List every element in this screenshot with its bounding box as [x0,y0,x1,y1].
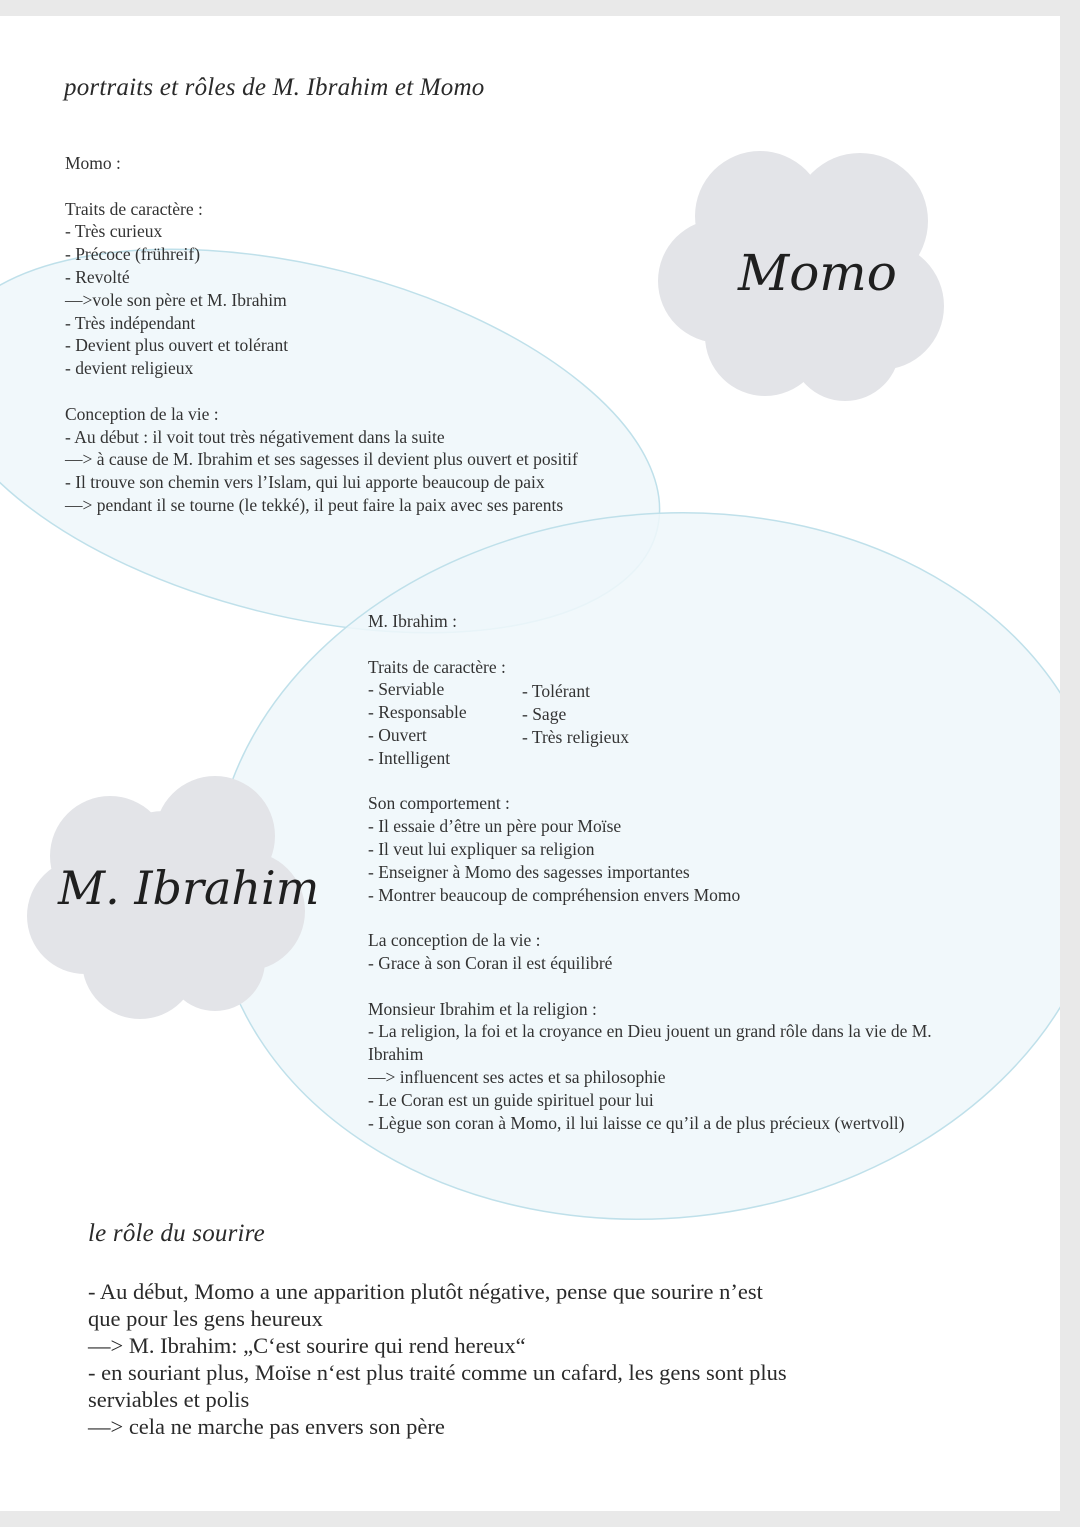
list-item: serviables et polis [88,1387,250,1412]
page-title: portraits et rôles de M. Ibrahim et Momo [64,74,484,102]
list-item: - Il veut lui expliquer sa religion [368,838,595,859]
list-item: - Revolté [65,266,130,287]
page [0,16,1060,1511]
list-item: - devient religieux [65,358,194,379]
list-item: Ibrahim [368,1044,424,1065]
list-item: - Il essaie d’être un père pour Moïse [368,816,622,837]
momo-cloud-label: Momo [738,244,897,302]
smile-title: le rôle du sourire [88,1220,265,1248]
list-item: - Grace à son Coran il est équilibré [368,952,613,973]
list-item: - Intelligent [368,747,451,768]
list-item: que pour les gens heureux [88,1306,323,1331]
ibrahim-section [368,610,932,1134]
ibrahim-traits-title: Traits de caractère : [368,656,506,677]
list-item: - Il trouve son chemin vers l’Islam, qui lui apporte beaucoup de paix [65,472,545,493]
momo-traits-title: Traits de caractère : [65,198,203,219]
ibrahim-conception-title: La conception de la vie : [368,930,541,951]
momo-name: Momo : [65,153,121,173]
momo-section [65,152,578,517]
list-item: - Responsable [368,702,467,723]
list-item: - Précoce (frühreif) [65,244,201,265]
list-item: - Au début : il voit tout très négativement dans la suite [65,426,445,447]
list-item: —> cela ne marche pas envers son père [88,1414,445,1439]
list-item: - Lègue son coran à Momo, il lui laisse ce qu’il a de plus précieux (wertvoll) [368,1112,905,1133]
ibrahim-cloud-label: M. Ibrahim [58,861,320,915]
smile-section [88,1278,787,1440]
list-item: - Au début, Momo a une apparition plutôt négative, pense que sourire n’est [88,1279,763,1304]
list-item: - Enseigner à Momo des sagesses importantes [368,861,690,882]
momo-conception-title: Conception de la vie : [65,403,219,424]
list-item: - Serviable [368,679,445,700]
list-item: - Très indépendant [65,312,196,333]
list-item: - Sage [522,704,567,725]
list-item: - en souriant plus, Moïse n‘est plus traité comme un cafard, les gens sont plus [88,1360,787,1385]
list-item: - Le Coran est un guide spirituel pour lui [368,1089,654,1110]
list-item: - Devient plus ouvert et tolérant [65,335,289,356]
list-item: —> à cause de M. Ibrahim et ses sagesses il devient plus ouvert et positif [65,449,578,470]
ibrahim-traits [368,678,932,769]
list-item: - La religion, la foi et la croyance en Dieu jouent un grand rôle dans la vie de M. [368,1021,932,1042]
ibrahim-name: M. Ibrahim : [368,611,457,631]
list-item: - Très curieux [65,221,163,242]
ibrahim-traits-left [368,678,467,769]
list-item: —> pendant il se tourne (le tekké), il peut faire la paix avec ses parents [65,494,564,515]
ibrahim-traits-right [522,680,629,748]
list-item: - Très religieux [522,726,629,747]
list-item: —> M. Ibrahim: „C‘est sourire qui rend hereux“ [88,1333,526,1358]
ibrahim-behaviour-title: Son comportement : [368,793,510,814]
list-item: —>vole son père et M. Ibrahim [65,289,287,310]
list-item: - Ouvert [368,724,427,745]
list-item: —> influencent ses actes et sa philosophie [368,1066,666,1087]
list-item: - Montrer beaucoup de compréhension envers Momo [368,884,741,905]
ibrahim-religion-title: Monsieur Ibrahim et la religion : [368,998,597,1019]
list-item: - Tolérant [522,681,590,702]
